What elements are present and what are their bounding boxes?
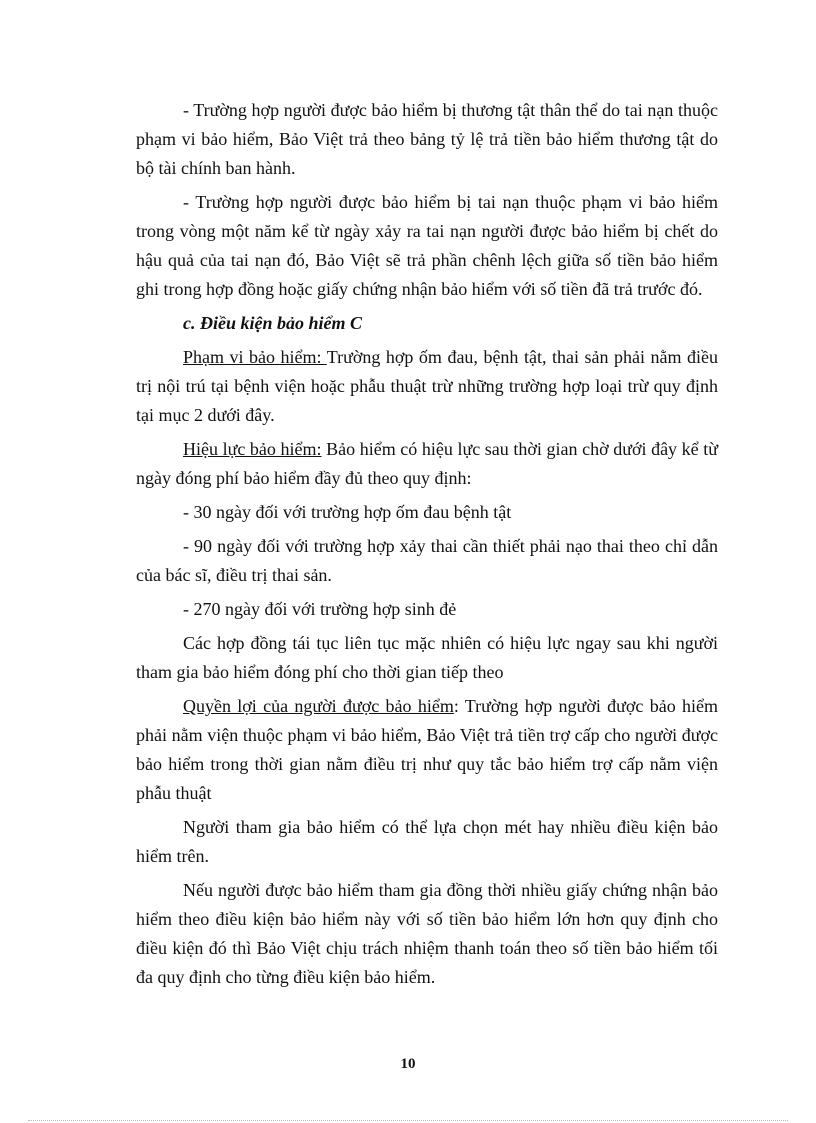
text-validity: Bảo hiểm có hiệu lực sau thời gian chờ dưới đây kể từ ngày đóng phí bảo hiểm đầy đủ theo quy định: — [136, 439, 718, 488]
paragraph-rights — [136, 692, 718, 808]
text-rights: : Trường hợp người được bảo hiểm phải nằm viện thuộc phạm vi bảo hiểm, Bảo Việt trả tiền trợ cấp cho người được bảo hiểm trong thời gian nằm điều trị như quy tắc bảo hiểm trợ cấp nằm viện phẫu thuật — [136, 696, 718, 803]
paragraph-validity — [136, 435, 718, 493]
body-text — [136, 96, 718, 997]
paragraph-scope — [136, 343, 718, 430]
label-scope: Phạm vi bảo hiểm: — [183, 347, 327, 367]
label-rights: Quyền lợi của người được bảo hiểm — [183, 696, 454, 716]
list-item-270-days: - 270 ngày đối với trường hợp sinh đẻ — [183, 599, 457, 619]
list-item-90-days: - 90 ngày đối với trường hợp xảy thai cần thiết phải nạo thai theo chỉ dẫn của bác sĩ, điều trị thai sản. — [136, 536, 718, 585]
paragraph-choice: Người tham gia bảo hiểm có thể lựa chọn mét hay nhiều điều kiện bảo hiểm trên. — [136, 817, 718, 866]
text-scope: Trường hợp ốm đau, bệnh tật, thai sản phải nằm điều trị nội trú tại bệnh viện hoặc phẫu thuật trừ những trường hợp loại trừ quy định tại mục 2 dưới đây. — [136, 347, 718, 425]
footer-divider — [28, 1120, 788, 1121]
paragraph-multiple-certificates: Nếu người được bảo hiểm tham gia đồng thời nhiều giấy chứng nhận bảo hiểm theo điều kiện bảo hiểm này với số tiền bảo hiểm lớn hơn quy định cho điều kiện đó thì Bảo Việt chịu trách nhiệm thanh toán theo số tiền bảo hiểm tối đa quy định cho từng điều kiện bảo hiểm. — [136, 880, 718, 987]
paragraph-injury-benefit: - Trường hợp người được bảo hiểm bị thương tật thân thể do tai nạn thuộc phạm vi bảo hiểm, Bảo Việt trả theo bảng tỷ lệ trả tiền bảo hiểm thương tật do bộ tài chính ban hành. — [136, 100, 718, 178]
paragraph-death-benefit: - Trường hợp người được bảo hiểm bị tai nạn thuộc phạm vi bảo hiểm trong vòng một năm kể từ ngày xảy ra tai nạn người được bảo hiểm bị chết do hậu quả của tai nạn đó, Bảo Việt sẽ trả phần chênh lệch giữa số tiền bảo hiểm ghi trong hợp đồng hoặc giấy chứng nhận bảo hiểm với số tiền đã trả trước đó. — [136, 192, 718, 299]
label-validity: Hiệu lực bảo hiểm: — [183, 439, 322, 459]
paragraph-renewal: Các hợp đồng tái tục liên tục mặc nhiên có hiệu lực ngay sau khi người tham gia bảo hiểm đóng phí cho thời gian tiếp theo — [136, 633, 718, 682]
page-number: 10 — [400, 1056, 416, 1072]
list-item-30-days: - 30 ngày đối với trường hợp ốm đau bệnh tật — [183, 502, 512, 522]
section-heading-condition-c: c. Điều kiện bảo hiểm C — [183, 313, 362, 333]
